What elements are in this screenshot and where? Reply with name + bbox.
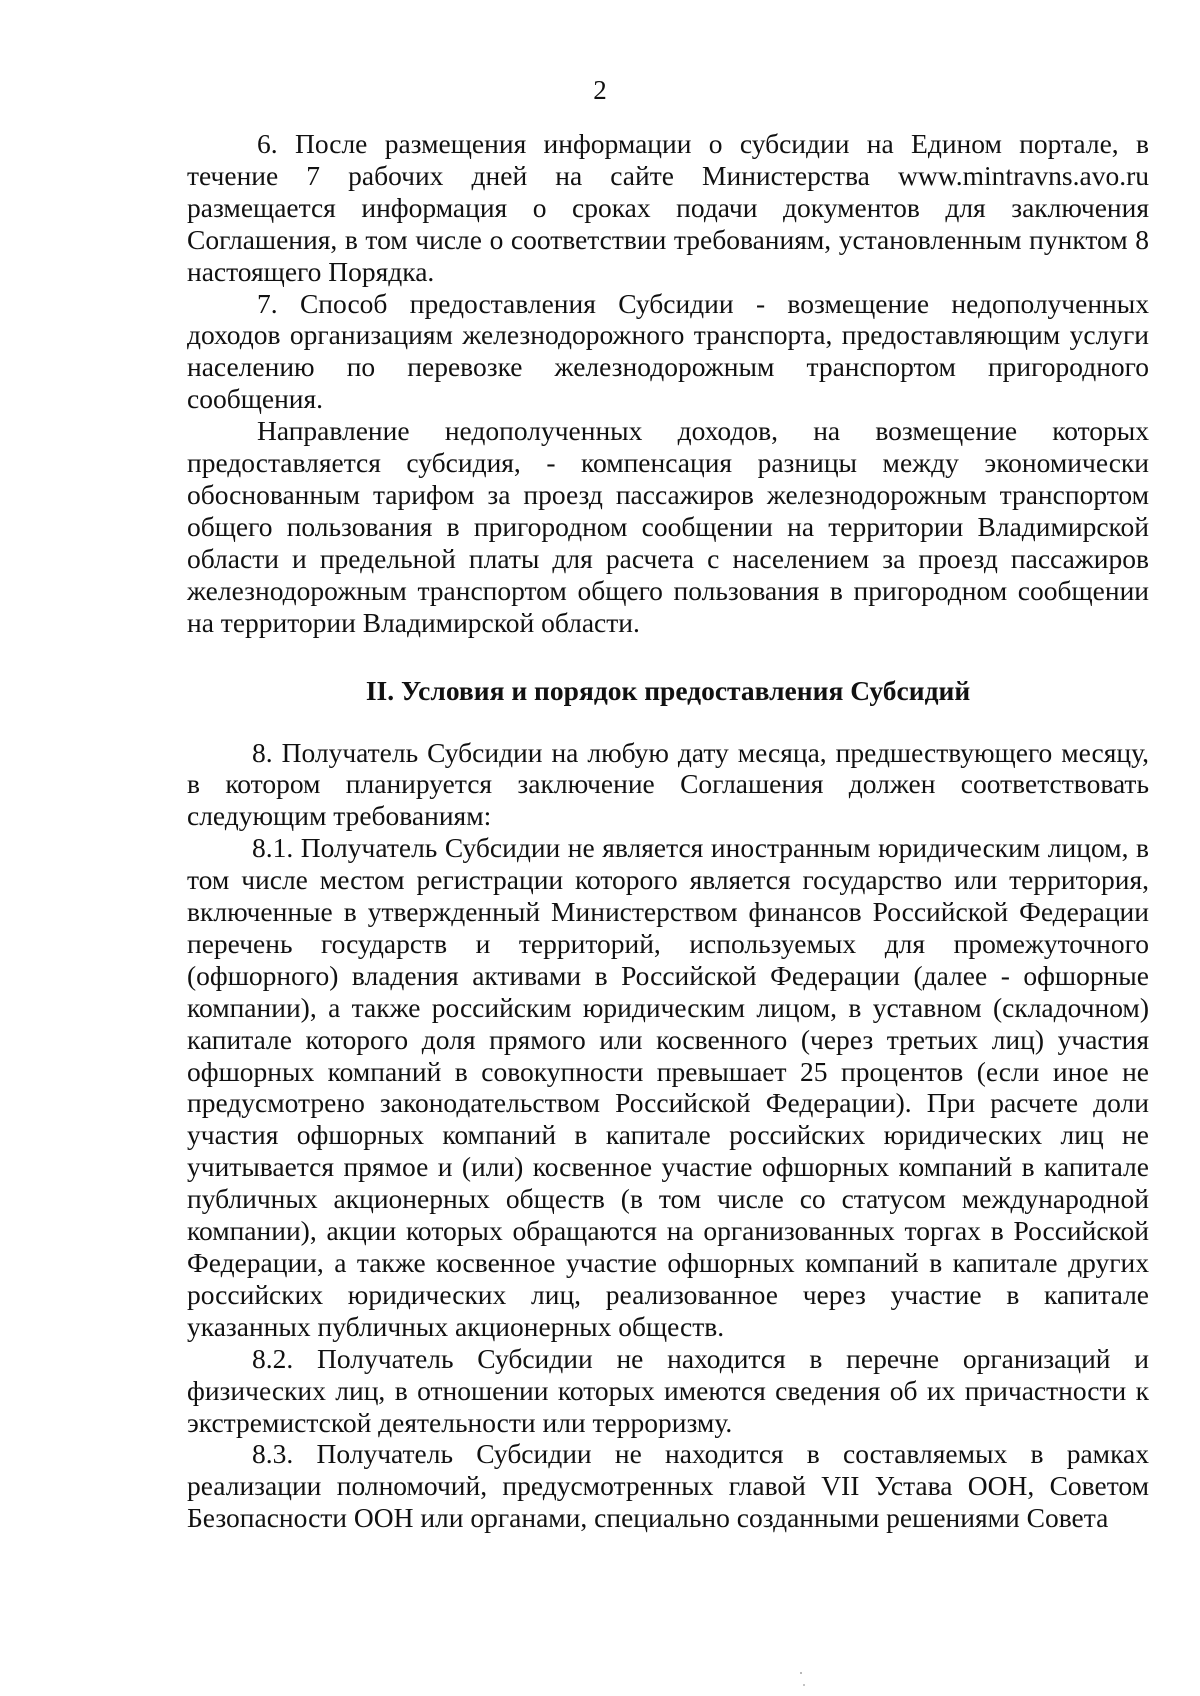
document-body xyxy=(187,128,1149,1534)
section-heading: II. Условия и порядок предоставления Субсидий xyxy=(365,674,971,706)
paragraph-6: 6. После размещения информации о субсидии на Едином портале, в течение 7 рабочих дней на сайте Министерства www.mintravns.avo.ru размещается информация о сроках подачи документов для заключения Соглашения, в том числе о соответствии требованиям, установленным пунктом 8 настоящего Порядка. xyxy=(187,128,1149,287)
paragraph-7-direction: Направление недополученных доходов, на возмещение которых предоставляется субсидия, - компенсация разницы между экономически обоснованным тарифом за проезд пассажиров железнодорожным транспортом общего пользования в пригородном сообщении на территории Владимирской области и предельной платы для расчета с населением за проезд пассажиров железнодорожным транспортом общего пользования в пригородном сообщении на территории Владимирской области. xyxy=(187,415,1149,638)
page-number: 2 xyxy=(593,75,607,105)
scan-speck xyxy=(800,1672,802,1674)
paragraph-8-1: 8.1. Получатель Субсидии не является иностранным юридическим лицом, в том числе местом регистрации которого является государство или территория, включенные в утвержденный Министерством финансов Российской Федерации перечень государств и территорий, используемых для промежуточного (офшорного) владения активами в Российской Федерации (далее - офшорные компании), а также российским юридическим лицом, в уставном (складочном) капитале которого доля прямого или косвенного (через третьих лиц) участия офшорных компаний в совокупности превышает 25 процентов (если иное не предусмотрено законодательством Российской Федерации). При расчете доли участия офшорных компаний в капитале российских юридических лиц не учитывается прямое и (или) косвенное участие офшорных компаний в капитале публичных акционерных обществ (в том числе со статусом международной компании), акции которых обращаются на организованных торгах в Российской Федерации, а также косвенное участие офшорных компаний в капитале других российских юридических лиц, реализованное через участие в капитале указанных публичных акционерных обществ. xyxy=(187,832,1149,1342)
paragraph-8-3: 8.3. Получатель Субсидии не находится в составляемых в рамках реализации полномочий, предусмотренных главой VII Устава ООН, Советом Безопасности ООН или органами, специально созданными решениями Совета xyxy=(187,1438,1149,1534)
paragraph-8: 8. Получатель Субсидии на любую дату месяца, предшествующего месяцу, в котором планируется заключение Соглашения должен соответствовать следующим требованиям: xyxy=(187,736,1149,832)
scan-speck xyxy=(803,1684,805,1686)
paragraph-7: 7. Способ предоставления Субсидии - возмещение недополученных доходов организациям железнодорожного транспорта, предоставляющим услуги населению по перевозке железнодорожным транспортом пригородного сообщения. xyxy=(187,287,1149,415)
paragraph-8-2: 8.2. Получатель Субсидии не находится в перечне организаций и физических лиц, в отношении которых имеются сведения об их причастности к экстремистской деятельности или терроризму. xyxy=(187,1342,1149,1438)
